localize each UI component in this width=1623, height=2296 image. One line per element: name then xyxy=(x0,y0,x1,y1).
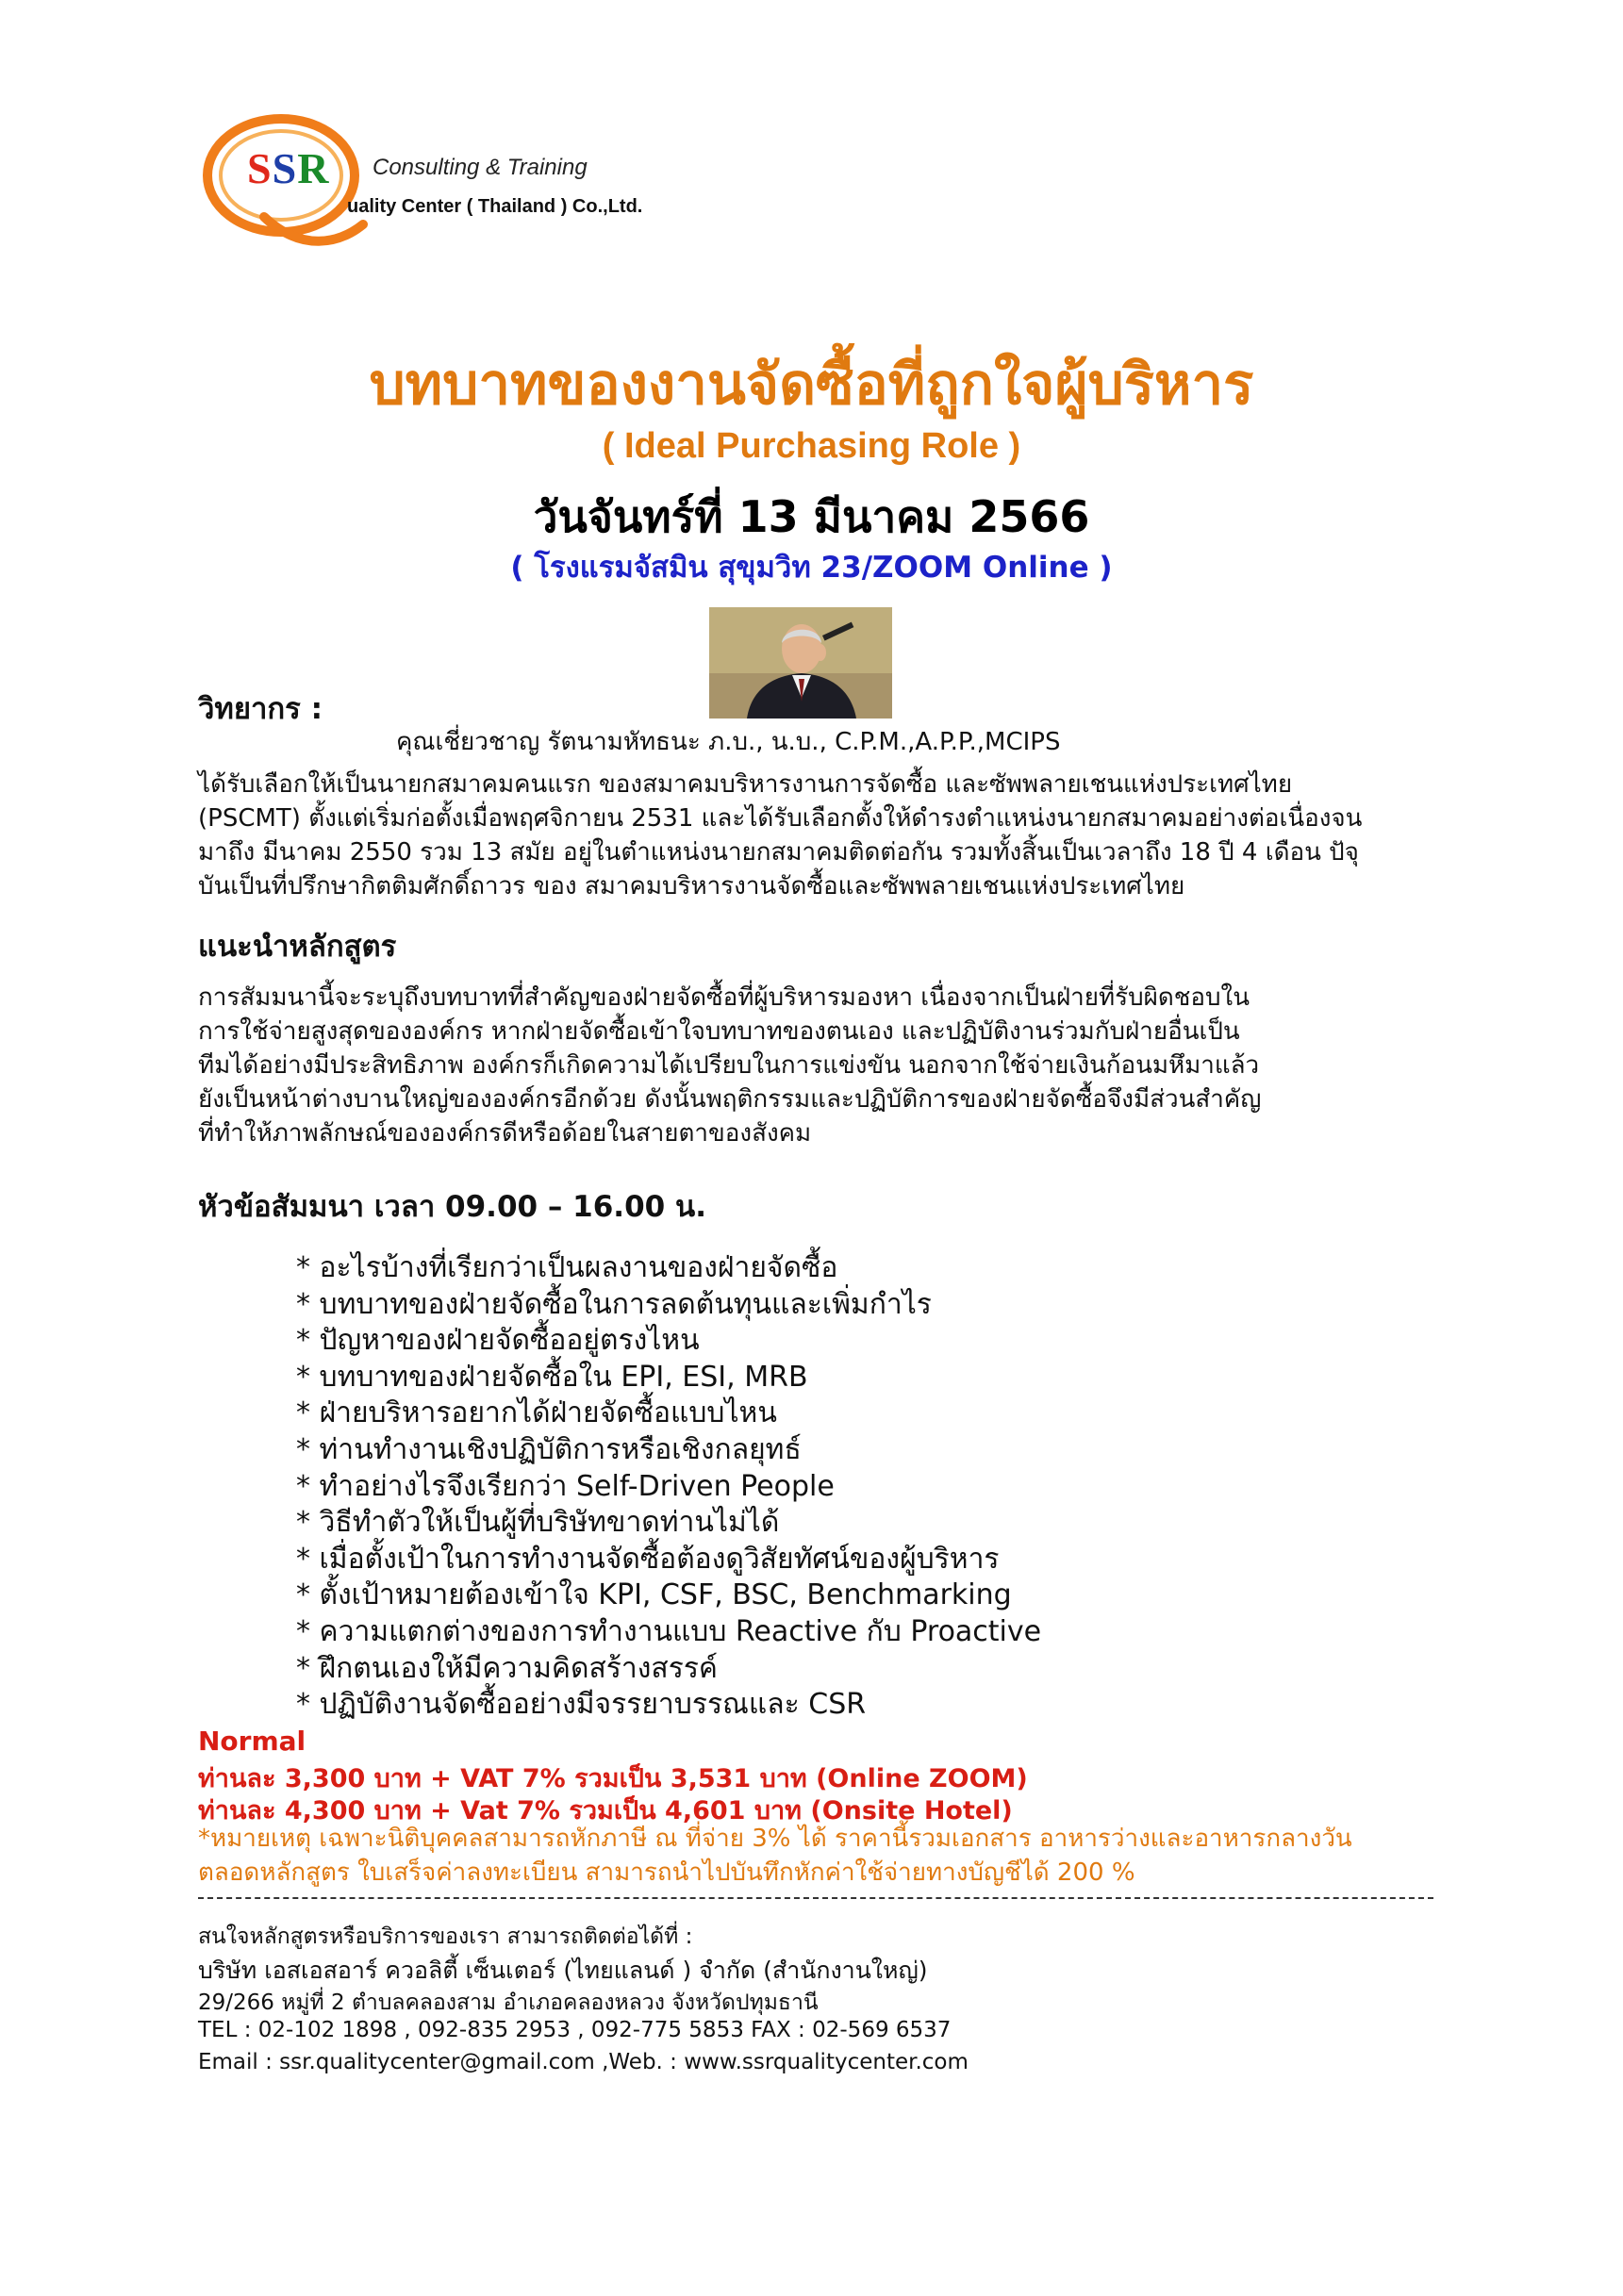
topic-item: * ปัญหาของฝ่ายจัดซื้ออยู่ตรงไหน xyxy=(296,1324,700,1358)
topic-item: * เมื่อตั้งเป้าในการทำงานจัดซื้อต้องดูวิสัยทัศน์ของผู้บริหาร xyxy=(296,1542,1000,1576)
intro-line: การใช้จ่ายสูงสุดขององค์กร หากฝ่ายจัดซื้อเข้าใจบทบาทของตนเอง และปฏิบัติงานร่วมกับฝ่ายอื่นเป็น xyxy=(198,1017,1240,1046)
divider xyxy=(198,1897,1433,1899)
price-online: ท่านละ 3,300 บาท + VAT 7% รวมเป็น 3,531 บาท (Online ZOOM) xyxy=(198,1764,1028,1793)
contact-phone: TEL : 02-102 1898 , 092-835 2953 , 092-775 5853 FAX : 02-569 6537 xyxy=(198,2018,952,2042)
event-date: วันจันทร์ที่ 13 มีนาคม 2566 xyxy=(533,491,1090,542)
page-subtitle: ( Ideal Purchasing Role ) xyxy=(602,426,1021,466)
topic-item: * ความแตกต่างของการทำงานแบบ Reactive กับ Proactive xyxy=(296,1614,1042,1648)
contact-email-web[interactable]: Email : ssr.qualitycenter@gmail.com ,Web. : www.ssrqualitycenter.com xyxy=(198,2050,969,2074)
topic-item: * ท่านทำงานเชิงปฏิบัติการหรือเชิงกลยุทธ์ xyxy=(296,1432,802,1466)
logo-ssr-text: SSR xyxy=(247,144,330,192)
bio-line: ได้รับเลือกให้เป็นนายกสมาคมคนแรก ของสมาคมบริหารงานการจัดซื้อ และซัพพลายเชนแห่งประเทศไทย xyxy=(198,770,1293,799)
page-title: บทบาทของงานจัดซื้อที่ถูกใจผู้บริหาร xyxy=(369,352,1254,418)
speaker-name: คุณเชี่ยวชาญ รัตนามหัทธนะ ภ.บ., น.บ., C.P.M.,A.P.P.,MCIPS xyxy=(396,728,1061,756)
pricing-note xyxy=(198,1822,1452,1890)
bio-line: บันเป็นที่ปรึกษากิตติมศักดิ์ถาวร ของ สมาคมบริหารงานจัดซื้อและซัพพลายเชนแห่งประเทศไทย xyxy=(198,872,1185,900)
topic-item: * ฝ่ายบริหารอยากได้ฝ่ายจัดซื้อแบบไหน xyxy=(296,1396,777,1430)
topic-item: * ปฏิบัติงานจัดซื้ออย่างมีจรรยาบรรณและ CSR xyxy=(296,1688,867,1722)
logo-tagline: Consulting & Training xyxy=(373,155,588,180)
contact-intro: สนใจหลักสูตรหรือบริการของเรา สามารถติดต่อได้ที่ : xyxy=(198,1924,693,1949)
topic-item: * บทบาทของฝ่ายจัดซื้อในการลดต้นทุนและเพิ่มกำไร xyxy=(296,1287,932,1321)
speaker-photo xyxy=(709,607,892,719)
topic-item: * บทบาทของฝ่ายจัดซื้อใน EPI, ESI, MRB xyxy=(296,1360,808,1394)
logo-company-name: uality Center ( Thailand ) Co.,Ltd. xyxy=(347,196,643,217)
topic-item: * ทำอย่างไรจึงเรียกว่า Self-Driven People xyxy=(296,1469,835,1503)
event-venue: ( โรงแรมจัสมิน สุขุมวิท 23/ZOOM Online ) xyxy=(510,551,1113,585)
contact-address: 29/266 หมู่ที่ 2 ตำบลคลองสาม อำเภอคลองหลวง จังหวัดปทุมธานี xyxy=(198,1990,819,2015)
intro-line: การสัมมนานี้จะระบุถึงบทบาทที่สำคัญของฝ่ายจัดซื้อที่ผู้บริหารมองหา เนื่องจากเป็นฝ่ายที่รับผิดชอบใน xyxy=(198,983,1250,1012)
topic-item: * ตั้งเป้าหมายต้องเข้าใจ KPI, CSF, BSC, Benchmarking xyxy=(296,1578,1012,1612)
note-line: *หมายเหตุ เฉพาะนิติบุคคลสามารถหักภาษี ณ ที่จ่าย 3% ได้ ราคานี้รวมเอกสาร อาหารว่างและอาหารกลางวัน xyxy=(198,1825,1352,1853)
intro-line: ที่ทำให้ภาพลักษณ์ขององค์กรดีหรือด้อยในสายตาของสังคม xyxy=(198,1119,812,1148)
pricing-label: Normal xyxy=(198,1726,306,1757)
intro-line: ทีมได้อย่างมีประสิทธิภาพ องค์กรก็เกิดความได้เปรียบในการแข่งขัน นอกจากใช้จ่ายเงินก้อนมหึมาแล้ว xyxy=(198,1051,1260,1080)
intro-text xyxy=(198,981,1433,1150)
contact-company: บริษัท เอสเอสอาร์ ควอลิตี้ เซ็นเตอร์ (ไทยแลนด์ ) จำกัด (สำนักงานใหญ่) xyxy=(198,1957,928,1984)
speaker-bio xyxy=(198,768,1433,903)
company-logo xyxy=(198,111,707,253)
bio-line: มาถึง มีนาคม 2550 รวม 13 สมัย อยู่ในตำแหน่งนายกสมาคมติดต่อกัน รวมทั้งสิ้นเป็นเวลาถึง 18 ปี 4 เดือน ปัจุ xyxy=(198,838,1359,867)
topics-heading: หัวข้อสัมมนา เวลา 09.00 – 16.00 น. xyxy=(198,1190,706,1224)
speaker-label: วิทยากร : xyxy=(198,692,323,726)
intro-heading: แนะนำหลักสูตร xyxy=(198,930,397,964)
topic-item: * ฝึกตนเองให้มีความคิดสร้างสรรค์ xyxy=(296,1651,718,1685)
intro-line: ยังเป็นหน้าต่างบานใหญ่ขององค์กรอีกด้วย ดังนั้นพฤติกรรมและปฏิบัติการของฝ่ายจัดซื้อจึงมีส่วนสำคัญ xyxy=(198,1085,1262,1114)
topics-list xyxy=(296,1250,1041,1724)
note-line: ตลอดหลักสูตร ใบเสร็จค่าลงทะเบียน สามารถนำไปบันทึกหักค่าใช้จ่ายทางบัญชีได้ 200 % xyxy=(198,1858,1135,1887)
topic-item: * วิธีทำตัวให้เป็นผู้ที่บริษัทขาดท่านไม่ได้ xyxy=(296,1506,780,1540)
bio-line: (PSCMT) ตั้งแต่เริ่มก่อตั้งเมื่อพฤศจิกายน 2531 และได้รับเลือกตั้งให้ดำรงตำแหน่งนายกสมาคมอย่างต่อเนื่องจน xyxy=(198,804,1363,833)
price-onsite: ท่านละ 4,300 บาท + Vat 7% รวมเป็น 4,601 บาท (Onsite Hotel) xyxy=(198,1796,1013,1825)
topic-item: * อะไรบ้างที่เรียกว่าเป็นผลงานของฝ่ายจัดซื้อ xyxy=(296,1251,838,1284)
